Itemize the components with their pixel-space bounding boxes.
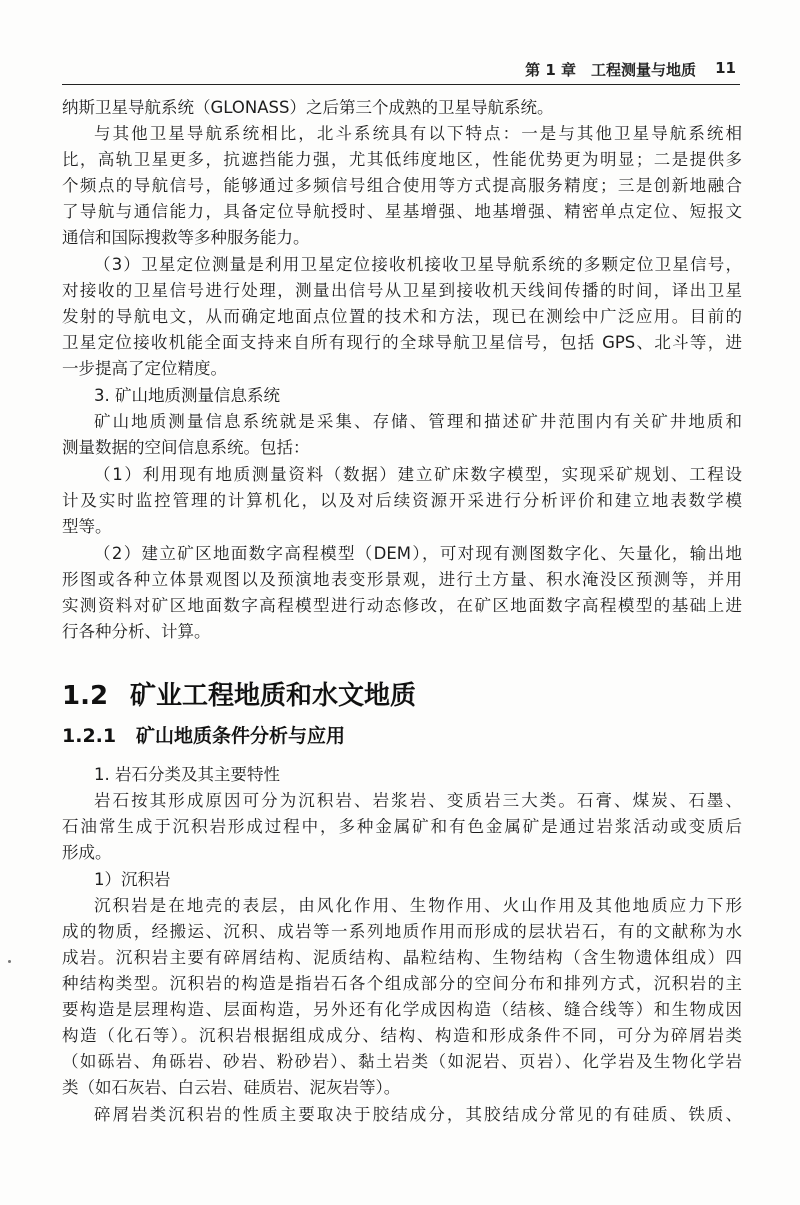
subsection-heading: 1）沉积岩: [94, 870, 171, 889]
body-line: 与其他卫星导航系统相比，北斗系统具有以下特点：一是与其他卫星导航系统相: [94, 124, 742, 143]
section-number: 1.2: [62, 681, 109, 711]
body-line: 类（如石灰岩、白云岩、硅质岩、泥灰岩等）。: [62, 1078, 401, 1097]
subsection-heading: 3. 矿山地质测量信息系统: [94, 386, 280, 405]
body-line: 型等。: [62, 517, 112, 536]
body-line: （2）建立矿区地面数字高程模型（DEM），可对现有测图数字化、矢量化，输出地: [94, 544, 742, 563]
body-line: 碎屑岩类沉积岩的性质主要取决于胶结成分，其胶结成分常见的有硅质、铁质、: [94, 1105, 742, 1124]
chapter-title: 第 1 章 工程测量与地质: [525, 61, 696, 79]
section-title: 矿业工程地质和水文地质: [130, 681, 417, 711]
body-line: 个频点的导航信号，能够通过多频信号组合使用等方式提高服务精度；三是创新地融合: [62, 176, 742, 195]
body-line: 行各种分析、计算。: [62, 622, 211, 641]
body-line: 测量数据的空间信息系统。包括：: [62, 438, 310, 457]
body-line: 发射的导航电文，从而确定地面点位置的技术和方法，现已在测绘中广泛应用。目前的: [62, 307, 742, 326]
page-number: 11: [715, 59, 736, 77]
body-line: 沉积岩是在地壳的表层，由风化作用、生物作用、火山作用及其他地质应力下形: [94, 896, 742, 915]
body-line: 形成。: [62, 843, 112, 862]
scan-speck: [8, 960, 11, 963]
body-line: 成的物质，经搬运、沉积、成岩等一系列地质作用而形成的层状岩石，有的文献称为水: [62, 922, 742, 941]
body-line: 计及实时监控管理的计算机化，以及对后续资源开采进行分析评价和建立地表数学模: [62, 491, 742, 510]
body-line: 石油常生成于沉积岩形成过程中，多种金属矿和有色金属矿是通过岩浆活动或变质后: [62, 817, 742, 836]
body-line: 对接收的卫星信号进行处理，测量出信号从卫星到接收机天线间传播的时间，译出卫星: [62, 281, 742, 300]
body-line: 种结构类型。沉积岩的构造是指岩石各个组成部分的空间分布和排列方式，沉积岩的主: [62, 974, 742, 993]
subsection-heading: 1. 岩石分类及其主要特性: [94, 765, 280, 784]
body-line: （3）卫星定位测量是利用卫星定位接收机接收卫星导航系统的多颗定位卫星信号，: [94, 255, 742, 274]
body-line: 实测资料对矿区地面数字高程模型进行动态修改，在矿区地面数字高程模型的基础上进: [62, 596, 742, 615]
body-line: 岩石按其形成原因可分为沉积岩、岩浆岩、变质岩三大类。石膏、煤炭、石墨、: [94, 791, 742, 810]
body-line: 成岩。沉积岩主要有碎屑结构、泥质结构、晶粒结构、生物结构（含生物遗体组成）四: [62, 948, 742, 967]
body-line: 一步提高了定位精度。: [62, 359, 227, 378]
subsection-number: 1.2.1: [62, 725, 117, 747]
body-line: （1）利用现有地质测量资料（数据）建立矿床数字模型，实现采矿规划、工程设: [94, 465, 742, 484]
running-header: [62, 56, 740, 85]
body-line: 要构造是层理构造、层面构造，另外还有化学成因构造（结核、缝合线等）和生物成因: [62, 1000, 742, 1019]
subsection-title: 矿山地质条件分析与应用: [136, 725, 346, 747]
body-line: 了导航与通信能力，具备定位导航授时、星基增强、地基增强、精密单点定位、短报文: [62, 202, 742, 221]
body-line: 形图或各种立体景观图以及预演地表变形景观，进行土方量、积水淹没区预测等，并用: [62, 570, 742, 589]
section-heading-1-2: [62, 676, 416, 716]
subsection-heading-1-2-1: [62, 720, 345, 752]
body-line: 构造（化石等）。沉积岩根据组成成分、结构、构造和形成条件不同，可分为碎屑岩类: [62, 1026, 742, 1045]
body-line: 通信和国际搜救等多种服务能力。: [62, 228, 310, 247]
body-line: （如砾岩、角砾岩、砂岩、粉砂岩）、黏土岩类（如泥岩、页岩）、化学岩及生物化学岩: [62, 1052, 742, 1071]
body-line: 卫星定位接收机能全面支持来自所有现行的全球导航卫星信号，包括 GPS、北斗等，进: [62, 333, 742, 352]
body-line: 矿山地质测量信息系统就是采集、存储、管理和描述矿井范围内有关矿井地质和: [94, 412, 742, 431]
body-line: 纳斯卫星导航系统（GLONASS）之后第三个成熟的卫星导航系统。: [62, 98, 554, 117]
body-line: 比，高轨卫星更多，抗遮挡能力强，尤其低纬度地区，性能优势更为明显；二是提供多: [62, 150, 742, 169]
